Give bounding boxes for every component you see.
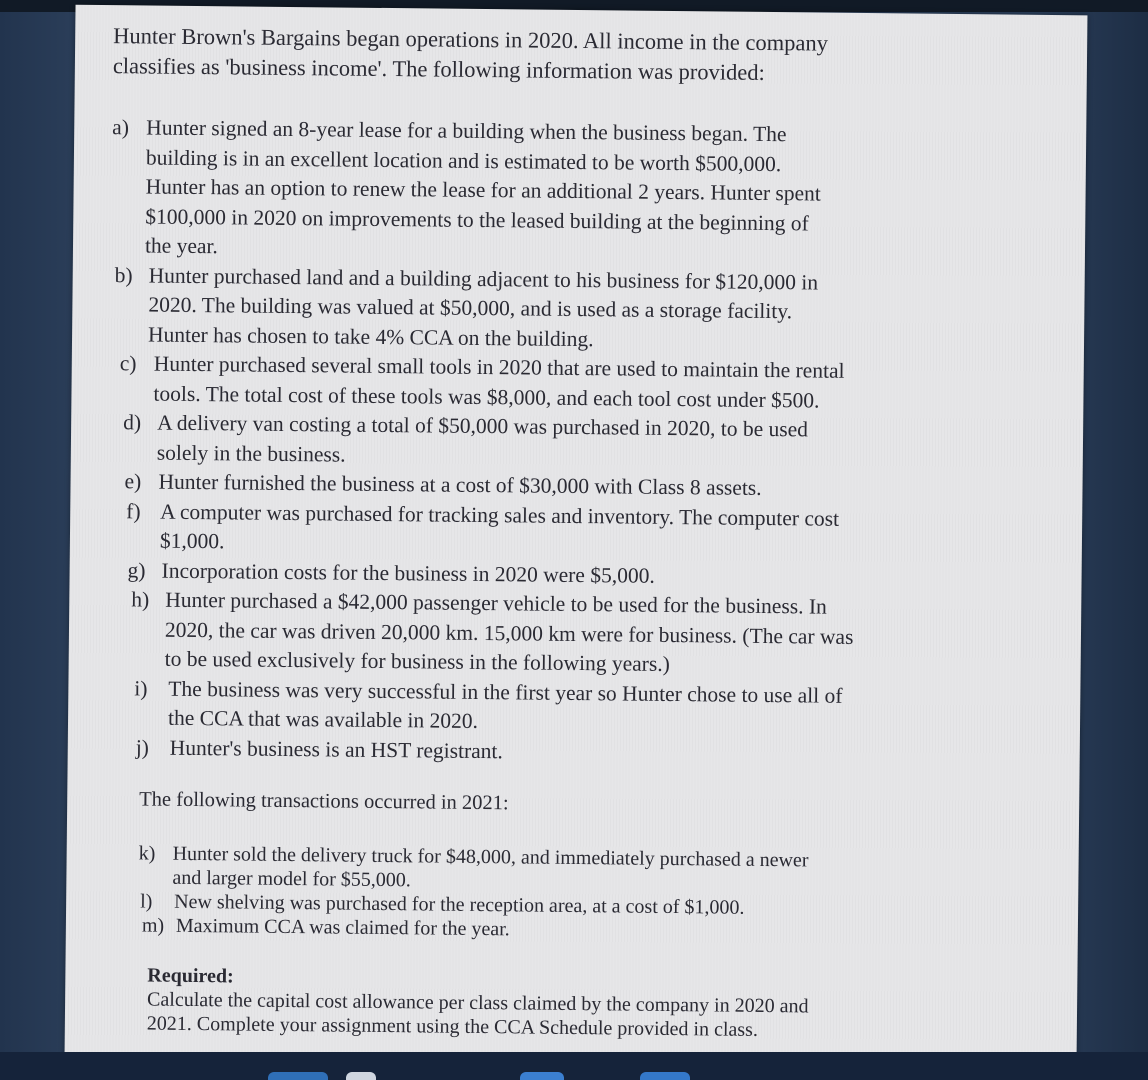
item-line: $100,000 in 2020 on improvements to the leased building at the beginning of <box>145 203 809 235</box>
item-line: 2020, the car was driven 20,000 km. 15,000 km were for business. (The car was <box>164 617 854 649</box>
item-body <box>160 497 839 563</box>
item-line: Hunter purchased land and a building adjacent to his business for $120,000 in <box>148 263 819 295</box>
taskbar-app-icon[interactable] <box>346 1072 376 1080</box>
item-line: Hunter signed an 8-year lease for a building when the business began. The <box>146 115 787 147</box>
item-body <box>165 586 854 682</box>
item-body <box>145 113 822 268</box>
item-label: i) <box>134 675 148 701</box>
required-title: Required: <box>147 964 234 988</box>
item-label: j) <box>135 734 150 760</box>
items-2021-list <box>138 841 809 944</box>
list-item <box>123 408 856 475</box>
required-line: Calculate the capital cost allowance per class claimed by the company in 2020 and <box>147 988 809 1018</box>
item-line: Hunter furnished the business at a cost of $30,000 with Class 8 assets. <box>158 469 762 500</box>
item-line: 2020. The building was valued at $50,000, and is used as a storage facility. <box>148 292 793 324</box>
item-label: e) <box>124 469 142 494</box>
item-label: c) <box>119 351 137 376</box>
document-page <box>65 5 1088 1068</box>
item-label: a) <box>112 115 130 140</box>
item-body <box>176 914 510 941</box>
items-2020-list <box>106 113 859 770</box>
item-line: Hunter sold the delivery truck for $48,000, and immediately purchased a newer <box>172 842 809 872</box>
list-item <box>134 674 853 741</box>
item-line: to be used exclusively for business in the following years.) <box>164 646 670 676</box>
taskbar <box>0 1052 1148 1080</box>
taskbar-app-icon[interactable] <box>640 1072 690 1080</box>
item-label: d) <box>123 410 142 435</box>
required-line: 2021. Complete your assignment using the CCA Schedule provided in class. <box>146 1012 758 1041</box>
item-label: h) <box>131 587 150 612</box>
item-line: Hunter has chosen to take 4% CCA on the building. <box>147 322 594 351</box>
item-line: The business was very successful in the first year so Hunter chose to use all of <box>168 676 843 708</box>
item-body <box>172 842 808 897</box>
item-label: m) <box>141 914 165 937</box>
item-line: New shelving was purchased for the reception area, at a cost of $1,000. <box>174 890 745 919</box>
list-item <box>114 261 857 357</box>
intro-line: Hunter Brown's Bargains began operations in 2020. All income in the company <box>113 23 829 56</box>
item-line: and larger model for $55,000. <box>172 866 411 892</box>
item-body <box>157 409 808 475</box>
section-2021-heading: The following transactions occurred in 2021: <box>139 788 509 815</box>
taskbar-app-icon[interactable] <box>268 1072 328 1080</box>
item-label: l) <box>140 890 153 913</box>
list-item <box>131 585 854 681</box>
item-line: Hunter's business is an HST registrant. <box>169 735 503 763</box>
list-item <box>138 841 808 896</box>
item-line: Hunter has an option to renew the lease for an additional 2 years. Hunter spent <box>145 174 821 206</box>
item-line: the year. <box>144 233 218 259</box>
list-item <box>119 349 856 416</box>
intro-paragraph <box>113 21 828 88</box>
item-line: building is in an excellent location and is estimated to be worth $500,000. <box>145 144 782 176</box>
item-body <box>170 733 503 766</box>
required-section <box>147 964 809 1043</box>
item-line: A delivery van costing a total of $50,000 was purchased in 2020, to be used <box>157 410 809 442</box>
item-line: Incorporation costs for the business in 2020 were $5,000. <box>161 558 655 588</box>
item-label: g) <box>127 557 146 582</box>
item-body <box>168 674 843 740</box>
item-line: Hunter purchased a $42,000 passenger vehicle to be used for the business. In <box>165 587 827 619</box>
item-line: the CCA that was available in 2020. <box>167 705 479 733</box>
list-item <box>126 497 855 564</box>
intro-line: classifies as 'business income'. The following information was provided: <box>112 53 765 85</box>
item-label: k) <box>138 842 156 865</box>
item-line: solely in the business. <box>156 440 346 467</box>
item-body <box>148 261 818 357</box>
item-body <box>153 350 844 416</box>
item-line: $1,000. <box>159 528 225 554</box>
item-label: b) <box>114 262 133 287</box>
item-line: tools. The total cost of these tools was $8,000, and each tool cost under $500. <box>153 381 820 413</box>
item-label: f) <box>126 498 141 523</box>
item-line: Hunter purchased several small tools in 2020 that are used to maintain the rental <box>153 351 845 383</box>
item-line: A computer was purchased for tracking sales and inventory. The computer cost <box>160 499 840 531</box>
list-item <box>111 113 859 268</box>
taskbar-app-icon[interactable] <box>520 1072 564 1080</box>
item-line: Maximum CCA was claimed for the year. <box>175 914 510 941</box>
